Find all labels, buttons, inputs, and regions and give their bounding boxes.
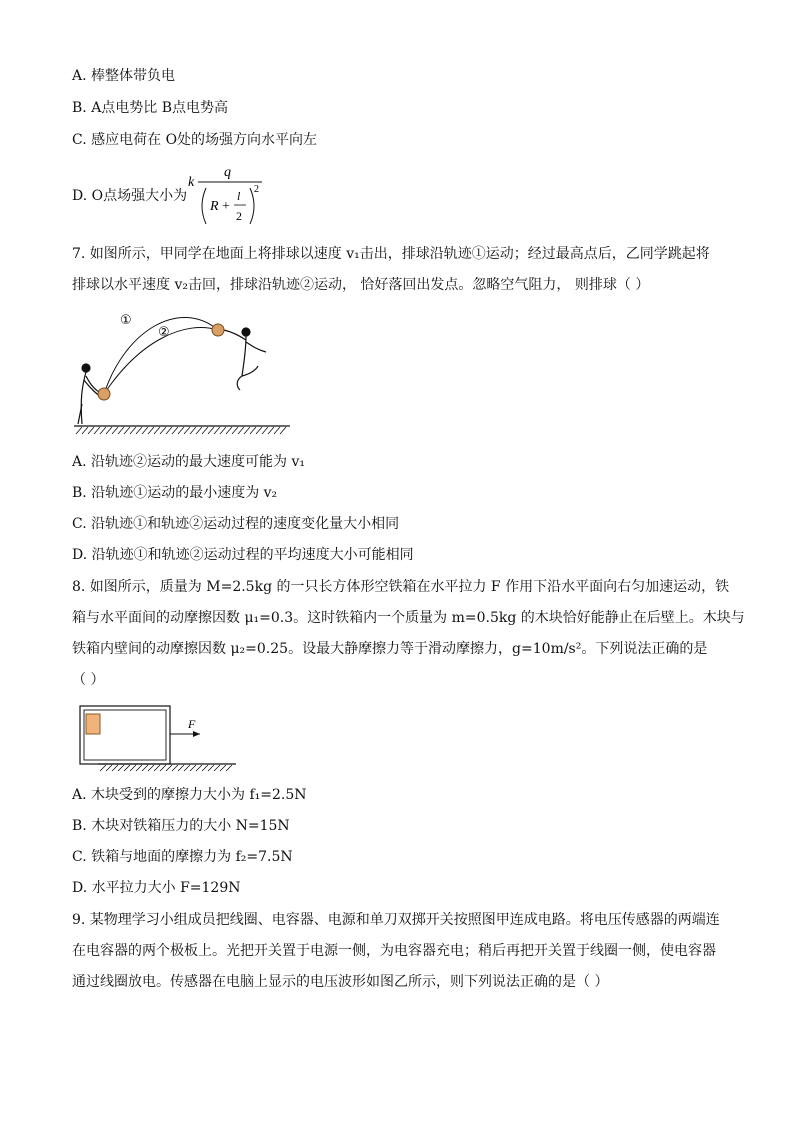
q7-option-d: D. 沿轨迹①和轨迹②运动过程的平均速度大小可能相同 — [72, 547, 414, 563]
q6-option-a: A. 棒整体带负电 — [72, 68, 176, 84]
q8-option-b: B. 木块对铁箱压力的大小 N=15N — [72, 818, 290, 834]
formula-power: 2 — [254, 184, 259, 195]
q7-figure — [70, 300, 300, 442]
trajectory-2-label: ② — [158, 325, 170, 340]
q9-stem-line3: 通过线圈放电。传感器在电脑上显示的电压波形如图乙所示，则下列说法正确的是（ ） — [72, 974, 609, 990]
ball-2 — [212, 324, 224, 336]
formula-k: k — [188, 175, 195, 190]
q8-option-d: D. 水平拉力大小 F=129N — [72, 880, 241, 896]
q8-stem-line3: 铁箱内壁间的动摩擦因数 μ₂=0.25。设最大静摩擦力等于滑动摩擦力，g=10m/s²。下列说法正确的是 — [72, 641, 708, 657]
q8-option-c: C. 铁箱与地面的摩擦力为 f₂=7.5N — [72, 849, 293, 865]
q8-stem-line2: 箱与水平面间的动摩擦因数 μ₁=0.3。这时铁箱内一个质量为 m=0.5kg 的木块恰好能静止在后壁上。木块与 — [72, 610, 745, 626]
q6-option-b: B. A点电势比 B点电势高 — [72, 100, 229, 116]
q9-stem-line2: 在电容器的两个极板上。光把开关置于电源一侧，为电容器充电；稍后再把开关置于线圈一侧，使电容器 — [72, 943, 716, 959]
q8-stem-line4: （ ） — [72, 672, 105, 688]
formula-numerator: q — [224, 165, 231, 180]
q6-formula — [186, 160, 286, 232]
q7-stem-line1: 7. 如图所示，甲同学在地面上将排球以速度 v₁击出，排球沿轨迹①运动；经过最高点后，乙同学跳起将 — [72, 246, 710, 262]
formula-two: 2 — [236, 209, 242, 223]
q7-option-c: C. 沿轨迹①和轨迹②运动过程的速度变化量大小相同 — [72, 516, 400, 532]
q8-stem-line1: 8. 如图所示，质量为 M=2.5kg 的一只长方体形空铁箱在水平拉力 F 作用下沿水平面向右匀加速运动，铁 — [72, 579, 730, 595]
wooden-block — [86, 714, 100, 734]
q7-option-a: A. 沿轨迹②运动的最大速度可能为 v₁ — [72, 454, 305, 470]
formula-plus: + — [222, 199, 230, 214]
q6-option-d: D. O点场强大小为 — [72, 188, 188, 204]
q7-stem-line2: 排球以水平速度 v₂击回，排球沿轨迹②运动， 恰好落回出发点。忽略空气阻力， 则排球（ ） — [72, 277, 650, 293]
q8-figure — [96, 700, 246, 774]
person-b-figure — [224, 328, 266, 390]
q8-option-a: A. 木块受到的摩擦力大小为 f₁=2.5N — [72, 787, 307, 803]
trajectory-1-label: ① — [120, 313, 132, 328]
formula-l: l — [237, 189, 241, 203]
ball-1 — [98, 388, 110, 400]
q7-option-b: B. 沿轨迹①运动的最小速度为 v₂ — [72, 485, 278, 501]
formula-r: R — [210, 199, 219, 214]
force-f-label: F — [188, 717, 196, 731]
q6-option-c: C. 感应电荷在 O处的场强方向水平向左 — [72, 132, 318, 148]
q9-stem-line1: 9. 某物理学习小组成员把线圈、电容器、电源和单刀双掷开关按照图甲连成电路。将电压传感器的两端连 — [72, 912, 720, 928]
